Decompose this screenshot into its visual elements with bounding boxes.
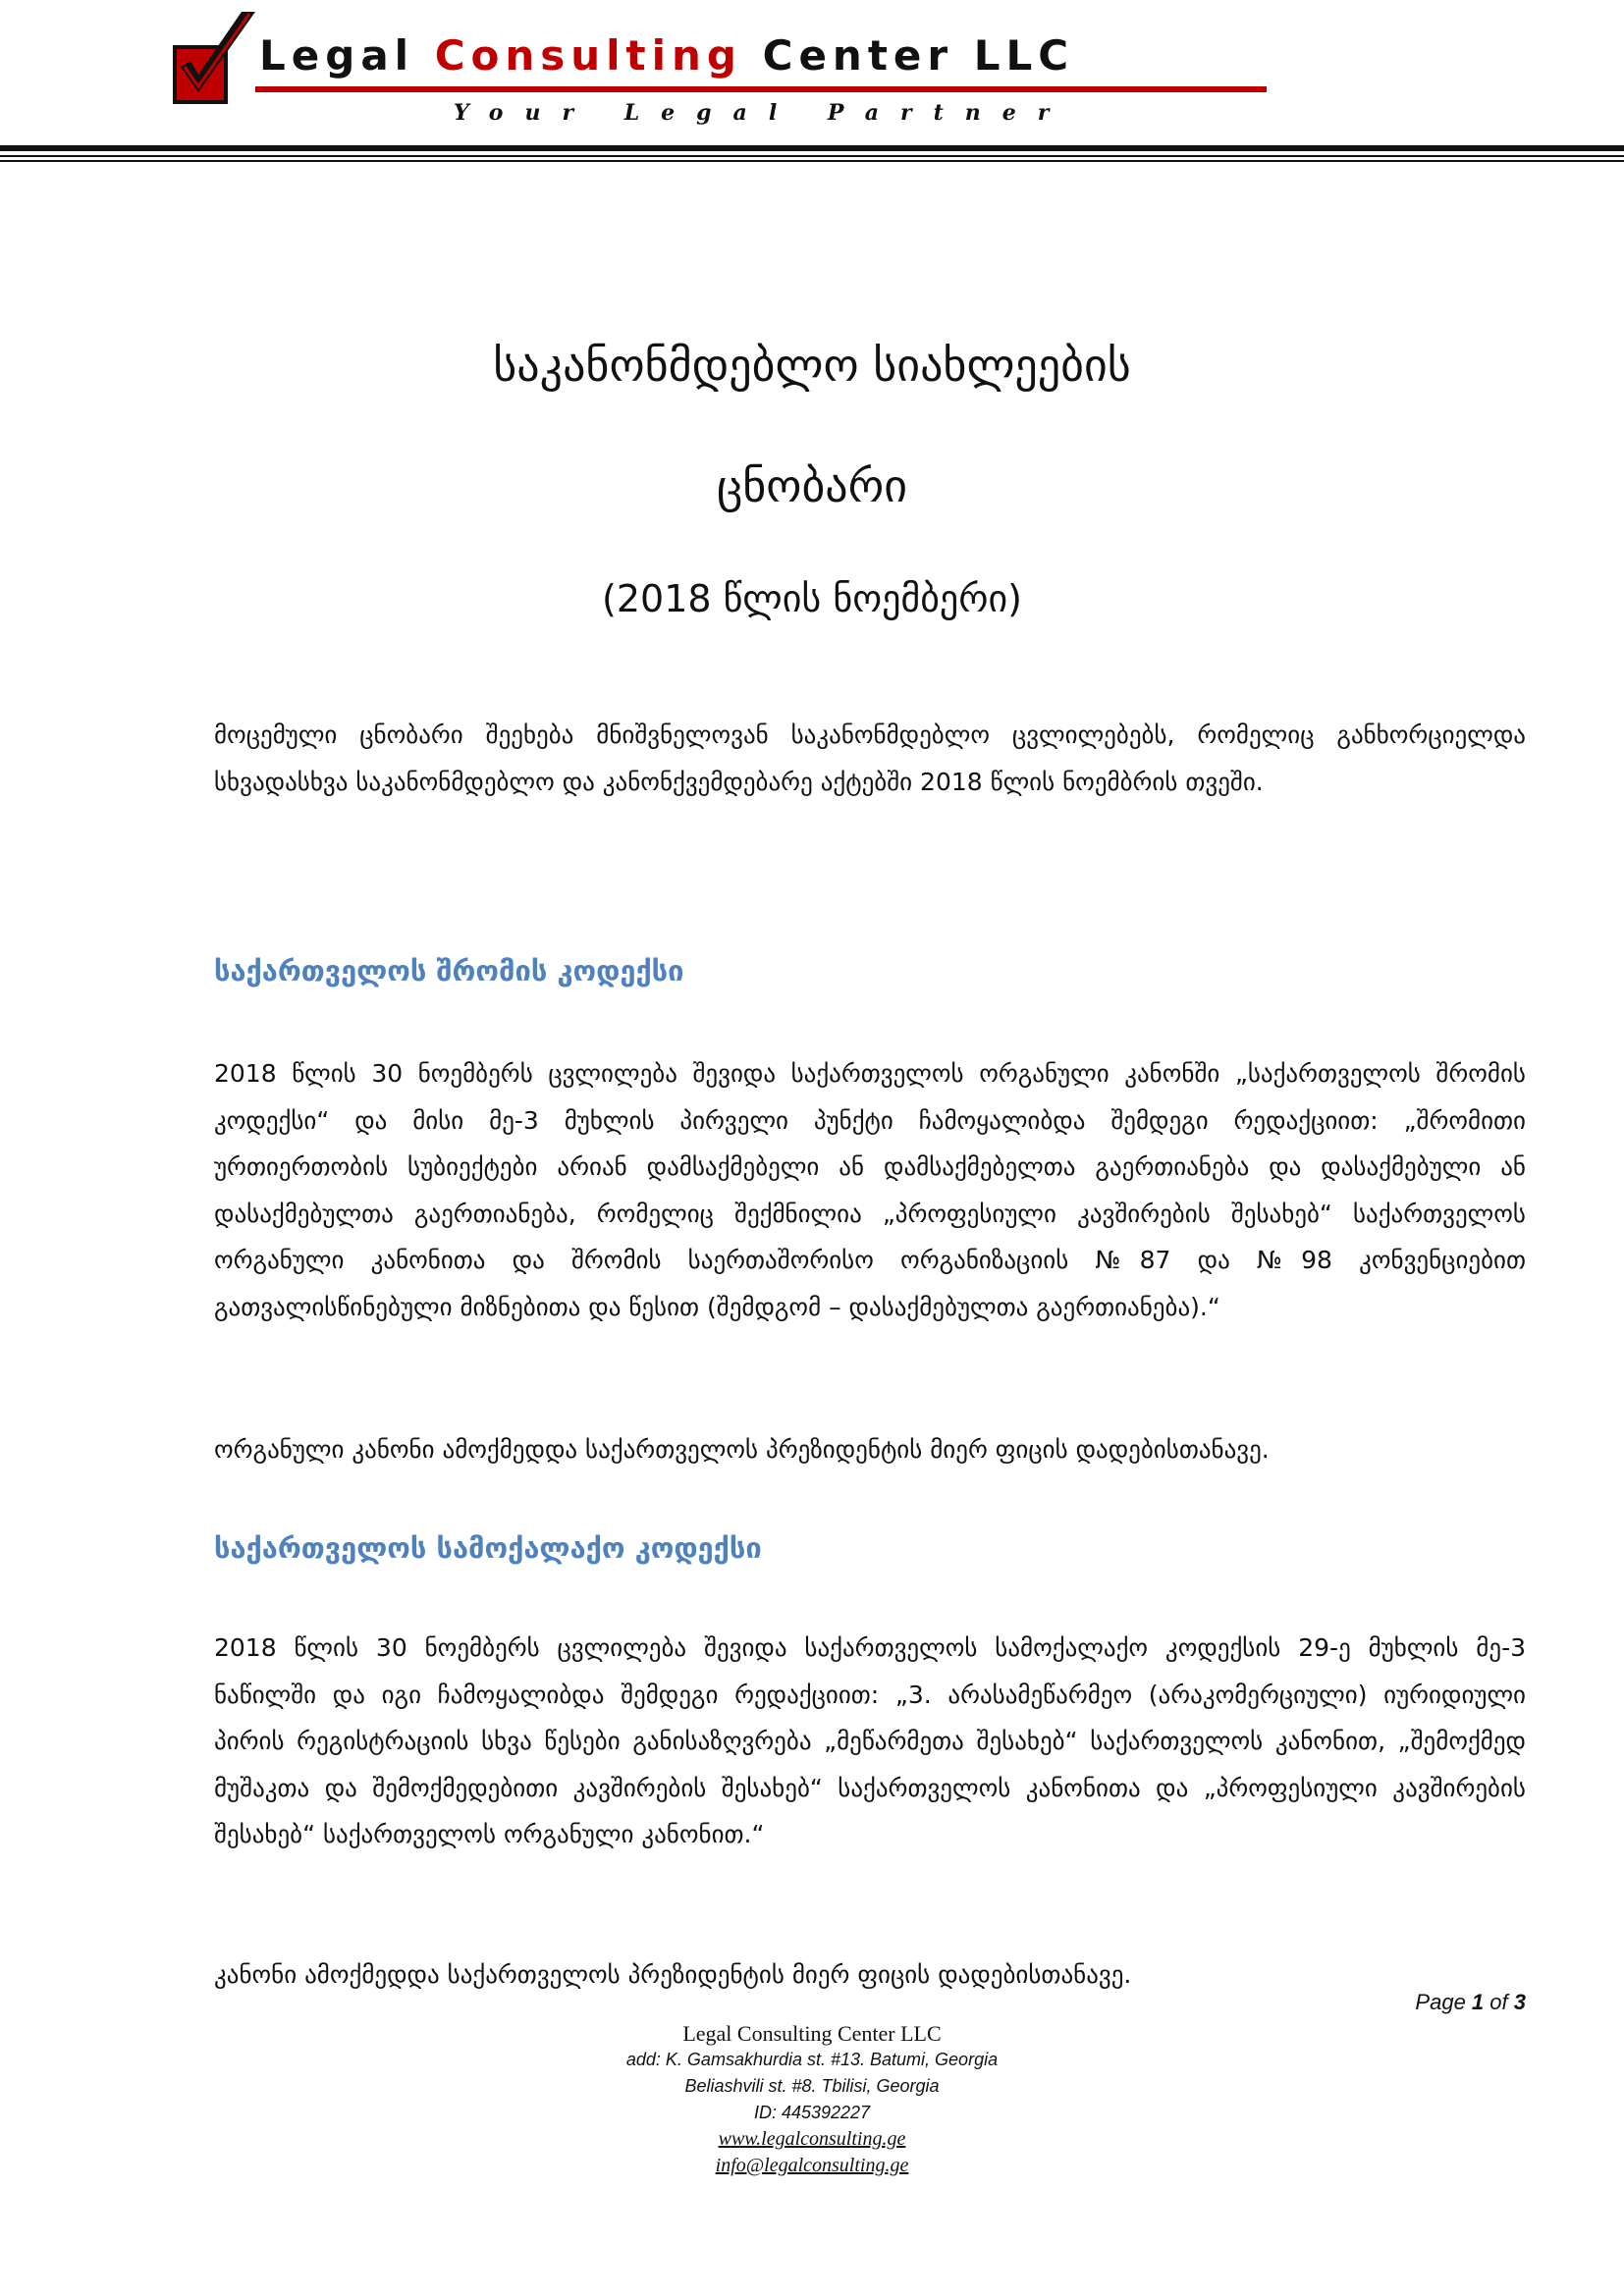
page-number: Page 1 of 3 [1415, 1990, 1526, 2014]
effective-note: ორგანული კანონი ამოქმედდა საქართველოს პრეზიდენტის მიერ ფიცის დადებისთანავე. [214, 1435, 1270, 1464]
footer-address-batumi: add: K. Gamsakhurdia st. #13. Batumi, Georgia [625, 2050, 999, 2069]
section-heading-civil-code: საქართველოს სამოქალაქო კოდექსი [214, 1531, 762, 1565]
header-rule [0, 145, 1624, 151]
checkmark-logo-icon [169, 10, 267, 118]
logo-title [259, 31, 1074, 80]
header-rule [0, 155, 1624, 157]
footer-email-link[interactable]: info@legalconsulting.ge [715, 2155, 909, 2176]
footer-company: Legal Consulting Center LLC [682, 2021, 942, 2046]
quoted-text: „შრომითი ურთიერთობის სუბიექტები არიან დამსაქმებელი ან დამსაქმებელთა გაერთიანება და დასაქმებული ან დასაქმებულთა გაერთიანება, რომელიც შექმნილია „პროფესიული კავშირების შესახებ“ საქართველოს ორგანული კანონითა და შრომის საერთაშორისო ორგანიზაციის №87 და №98 კონვენციებით გათვალისწინებული მიზნებითა და წესით (შემდგომ – დასაქმებულთა გაერთიანება).“ [214, 1105, 1526, 1321]
section-paragraph [214, 1050, 1526, 1330]
intro-paragraph: მოცემული ცნობარი შეეხება მნიშვნელოვან საკანონმდებლო ცვლილებებს, რომელიც განხორციელდა სხვადასხვა საკანონმდებლო და კანონქვემდებარე აქტებში 2018 წლის ნოემბრის თვეში. [214, 721, 1526, 796]
logo-word-legal: Legal [259, 31, 435, 80]
footer-address-tbilisi: Beliashvili st. #8. Tbilisi, Georgia [684, 2076, 940, 2096]
logo-word-consulting: Consulting [434, 31, 742, 80]
amendment-text: 2018 წლის 30 ნოემბერს ცვლილება შევიდა საქართველოს სამოქალაქო კოდექსის 29-ე მუხლის მე-3 ნაწილში და იგი ჩამოყალიბდა შემდეგი რედაქციით: [214, 1633, 1526, 1709]
logo-word-center: Center LLC [742, 31, 1075, 80]
section-heading-labor-code: საქართველოს შრომის კოდექსი [214, 954, 684, 988]
quoted-text: „3. არასამეწარმეო (არაკომერციული) იურიდიული პირის რეგისტრაციის სხვა წესები განისაზღვრება „მეწარმეთა შესახებ“ საქართველოს კანონით, „შემოქმედ მუშაკთა და შემოქმედებითი კავშირების შესახებ“ საქართველოს კანონითა და „პროფესიული კავშირების შესახებ“ საქართველოს ორგანული კანონით.“ [214, 1680, 1526, 1848]
page-footer [0, 2020, 1624, 2179]
document-title-date: (2018 წლის ნოემბერი) [602, 577, 1022, 620]
document-title-line2: ცნობარი [716, 459, 908, 512]
section-paragraph [214, 1625, 1526, 1858]
document-title-line1: საკანონმდებლო სიახლეების [493, 339, 1131, 392]
footer-company-id: ID: 445392227 [753, 2103, 871, 2122]
logo-tagline: Your Legal Partner [454, 100, 1071, 126]
company-logo [169, 10, 1269, 133]
footer-website-link[interactable]: www.legalconsulting.ge [718, 2128, 906, 2150]
header-rule [0, 160, 1624, 162]
logo-underline [255, 86, 1267, 92]
amendment-text: 2018 წლის 30 ნოემბერს ცვლილება შევიდა საქართველოს ორგანული კანონში „საქართველოს შრომის კოდექსი“ და მისი მე-3 მუხლის პირველი პუნქტი ჩამოყალიბდა შემდეგი რედაქციით: [214, 1059, 1526, 1135]
effective-note: კანონი ამოქმედდა საქართველოს პრეზიდენტის მიერ ფიცის დადებისთანავე. [214, 1960, 1132, 1989]
